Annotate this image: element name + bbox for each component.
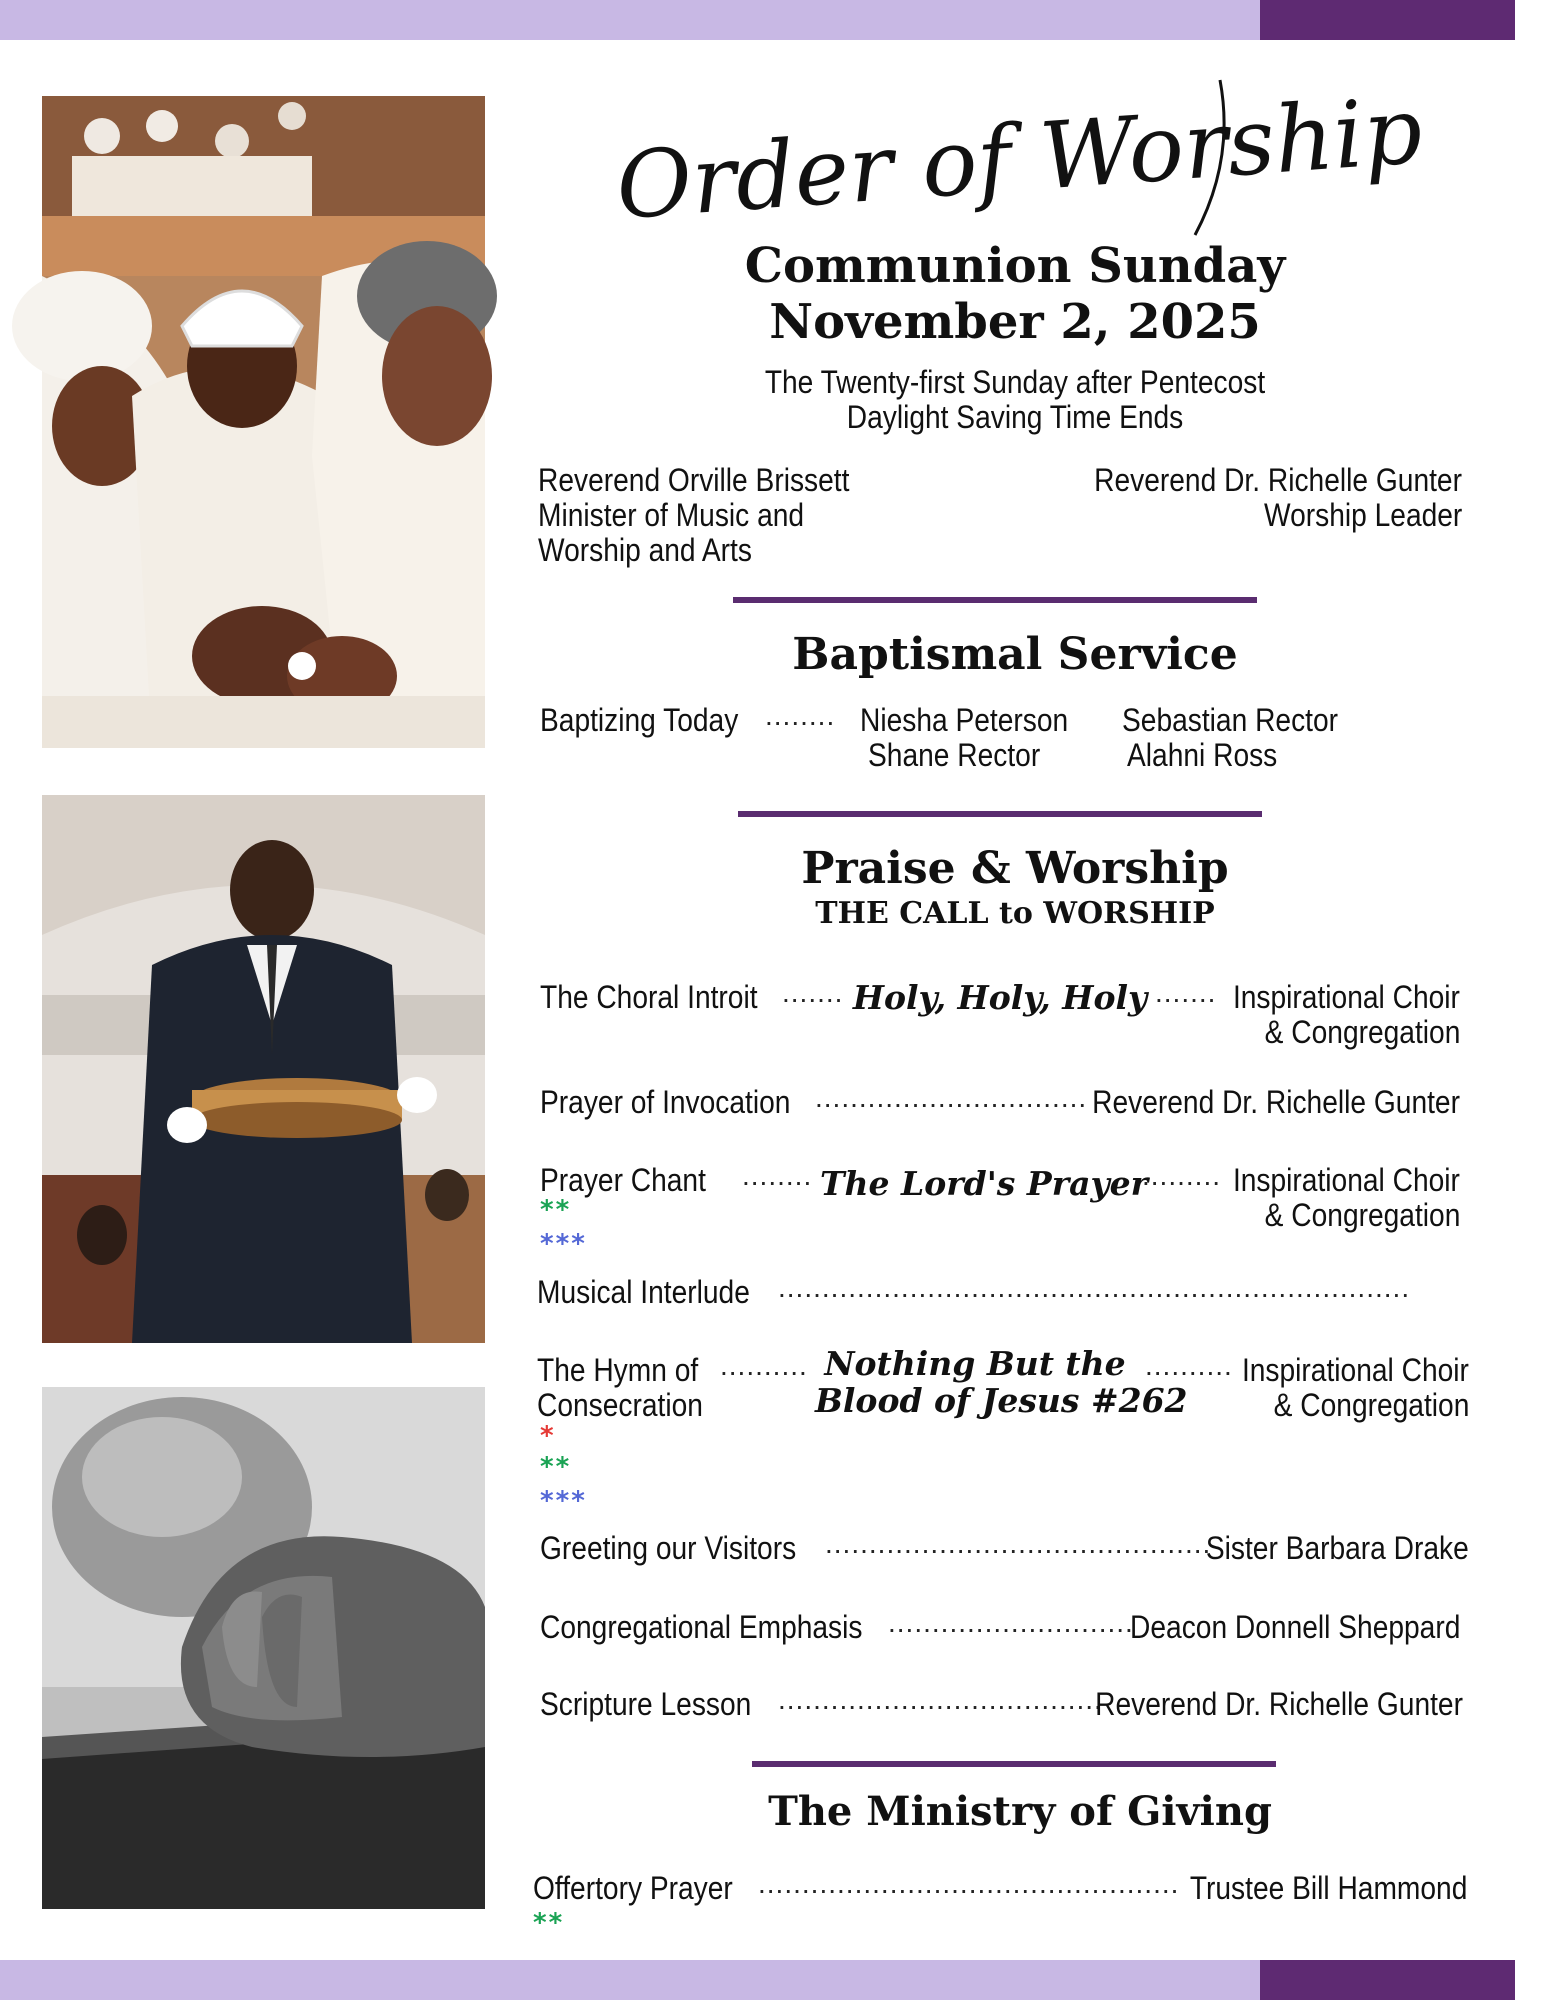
candidate-name: Sebastian Rector <box>1122 702 1339 738</box>
section-divider <box>733 597 1257 603</box>
choral-introit-performer-cont: & Congregation <box>1264 1014 1460 1050</box>
offertory-prayer-label: Offertory Prayer <box>533 1870 733 1906</box>
leader-dots: ......... <box>1142 1160 1222 1191</box>
svg-text:Order of Worship: Order of Worship <box>612 77 1426 241</box>
emphasis-leader: Deacon Donnell Sheppard <box>1129 1609 1460 1645</box>
hymn-performer: Inspirational Choir <box>1242 1352 1469 1388</box>
hymn-label-cont: Consecration <box>537 1387 703 1423</box>
double-star-mark: ** <box>540 1195 572 1225</box>
choral-introit-selection: Holy, Holy, Holy <box>852 978 1148 1017</box>
hymn-performer-cont: & Congregation <box>1273 1387 1469 1423</box>
leader-dots: ....... <box>782 977 844 1008</box>
bottom-color-band <box>0 1960 1545 2000</box>
offertory-prayer-leader: Trustee Bill Hammond <box>1189 1870 1467 1906</box>
lavender-bar <box>0 1960 1260 2000</box>
leader-dots: ........ <box>765 700 836 731</box>
leader-dots: ..................................... <box>778 1684 1103 1715</box>
leader-dots: ............................................ <box>825 1528 1212 1559</box>
service-date: November 2, 2025 <box>769 294 1261 350</box>
lavender-bar <box>0 0 1260 40</box>
usher-photo <box>42 795 485 1343</box>
music-minister-name: Reverend Orville Brissett <box>538 462 850 498</box>
top-color-band <box>0 0 1545 40</box>
call-to-worship-subheading: THE CALL to WORSHIP <box>815 896 1215 931</box>
communion-photo <box>42 96 485 748</box>
giving-heading: The Ministry of Giving <box>768 1788 1272 1835</box>
candidate-name: Alahni Ross <box>1127 737 1278 773</box>
candidate-name: Niesha Peterson <box>860 702 1069 738</box>
liturgical-season: The Twenty-first Sunday after Pentecost <box>764 364 1266 400</box>
greeting-visitors-label: Greeting our Visitors <box>540 1530 797 1566</box>
leader-dots: ........................................................................ <box>778 1272 1411 1303</box>
greeting-visitors-leader: Sister Barbara Drake <box>1206 1530 1469 1566</box>
time-change-note: Daylight Saving Time Ends <box>846 399 1184 435</box>
hymn-selection: Nothing But the <box>824 1344 1126 1383</box>
leader-dots: ............................... <box>815 1082 1088 1113</box>
choral-introit-performer: Inspirational Choir <box>1233 979 1460 1015</box>
section-divider <box>738 811 1262 817</box>
leader-dots: ................................................ <box>758 1868 1180 1899</box>
leader-dots: .......... <box>720 1350 808 1381</box>
section-divider <box>752 1761 1276 1767</box>
plum-bar <box>1260 1960 1515 2000</box>
triple-star-mark: *** <box>540 1486 587 1516</box>
candidate-name: Shane Rector <box>868 737 1041 773</box>
scripture-reader: Reverend Dr. Richelle Gunter <box>1095 1686 1463 1722</box>
scripture-label: Scripture Lesson <box>540 1686 752 1722</box>
invocation-label: Prayer of Invocation <box>540 1084 791 1120</box>
double-star-mark: ** <box>540 1452 572 1482</box>
hymn-selection-cont: Blood of Jesus #262 <box>815 1381 1188 1420</box>
music-minister-role: Minister of Music and <box>538 497 805 533</box>
baptismal-heading: Baptismal Service <box>792 629 1238 680</box>
prayer-chant-label: Prayer Chant <box>540 1162 706 1198</box>
music-minister-role-cont: Worship and Arts <box>538 532 752 568</box>
prayer-chant-performer-cont: & Congregation <box>1264 1197 1460 1233</box>
double-star-mark: ** <box>533 1908 565 1938</box>
leader-dots: ............................ <box>888 1607 1134 1638</box>
worship-leader-role: Worship Leader <box>1263 497 1462 533</box>
choral-introit-label: The Choral Introit <box>540 979 758 1015</box>
interlude-label: Musical Interlude <box>537 1274 750 1310</box>
leader-dots: ........ <box>742 1160 813 1191</box>
leader-dots: .......... <box>1145 1350 1233 1381</box>
order-of-worship-title <box>612 70 1426 250</box>
emphasis-label: Congregational Emphasis <box>540 1609 863 1645</box>
prayer-chant-performer: Inspirational Choir <box>1233 1162 1460 1198</box>
worship-leader-name: Reverend Dr. Richelle Gunter <box>1094 462 1462 498</box>
baptizing-label: Baptizing Today <box>540 702 739 738</box>
praying-hands-photo <box>42 1387 485 1909</box>
occasion-title: Communion Sunday <box>744 238 1286 294</box>
leader-dots: ....... <box>1155 977 1217 1008</box>
triple-star-mark: *** <box>540 1229 587 1259</box>
invocation-leader: Reverend Dr. Richelle Gunter <box>1092 1084 1460 1120</box>
praise-heading: Praise & Worship <box>801 843 1229 894</box>
single-star-mark: * <box>540 1421 556 1451</box>
plum-bar <box>1260 0 1515 40</box>
hymn-label: The Hymn of <box>537 1352 699 1388</box>
prayer-chant-selection: The Lord's Prayer <box>820 1164 1149 1203</box>
